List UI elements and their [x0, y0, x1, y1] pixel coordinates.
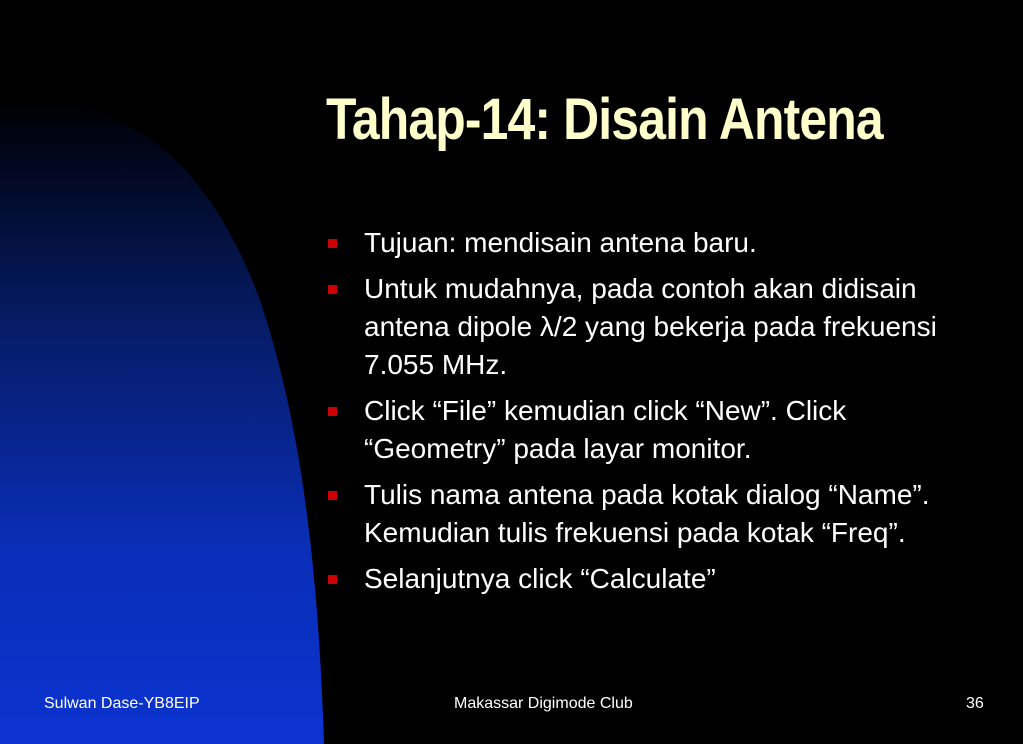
blue-curve-shape	[0, 100, 324, 744]
footer-organization: Makassar Digimode Club	[454, 695, 633, 712]
bullet-text: Untuk mudahnya, pada contoh akan didisain antena dipole λ/2 yang bekerja pada frekuensi 7.055 MHz.	[364, 273, 937, 380]
square-bullet-icon	[328, 491, 337, 500]
blue-curved-decoration	[0, 0, 330, 744]
bullet-item	[326, 392, 966, 468]
square-bullet-icon	[328, 285, 337, 294]
bullet-text: Tujuan: mendisain antena baru.	[364, 227, 757, 258]
bullet-text: Selanjutnya click “Calculate”	[364, 563, 716, 594]
bullet-item	[326, 476, 966, 552]
square-bullet-icon	[328, 575, 337, 584]
footer-author: Sulwan Dase-YB8EIP	[44, 695, 200, 712]
bullet-text: Click “File” kemudian click “New”. Click “Geometry” pada layar monitor.	[364, 395, 847, 464]
square-bullet-icon	[328, 239, 337, 248]
bullet-item	[326, 224, 966, 262]
bullet-item	[326, 270, 966, 384]
slide-title: Tahap-14: Disain Antena	[326, 87, 883, 152]
footer-page-number: 36	[966, 695, 984, 712]
bullet-list	[326, 224, 966, 606]
bullet-text: Tulis nama antena pada kotak dialog “Name”. Kemudian tulis frekuensi pada kotak “Freq”.	[364, 479, 930, 548]
bullet-item	[326, 560, 966, 598]
square-bullet-icon	[328, 407, 337, 416]
